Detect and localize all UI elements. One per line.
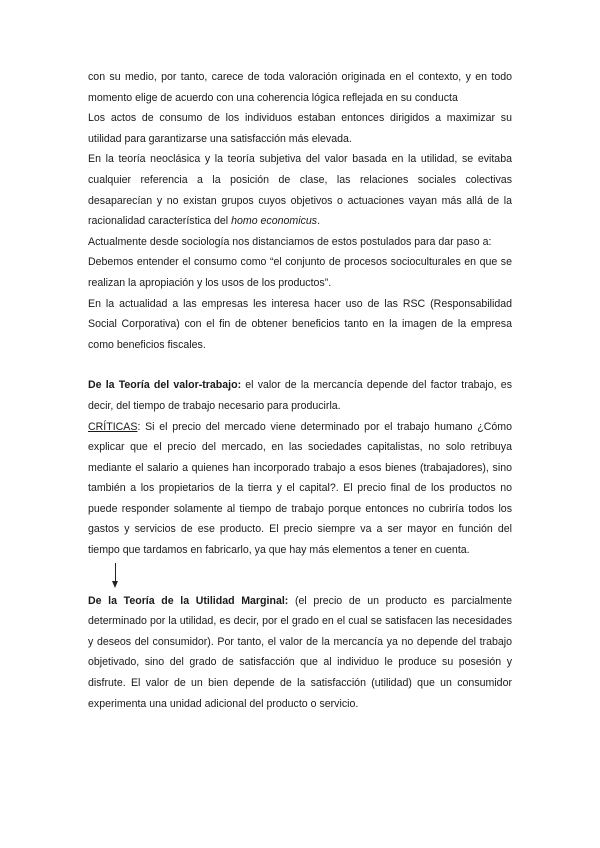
paragraph-1: con su medio, por tanto, carece de toda valoración originada en el contexto, y en todo momento elige de acuerdo con una coherencia lógica reflejada en su conducta xyxy=(88,71,512,104)
criticas-paragraph xyxy=(88,417,512,561)
paragraph-5: Debemos entender el consumo como “el conjunto de procesos socioculturales en que se realizan la apropiación y los usos de los productos”. xyxy=(88,256,512,289)
paragraph-3-end: . xyxy=(317,215,321,228)
arrow-head xyxy=(112,581,118,588)
paragraph-6: En la actualidad a las empresas les interesa hacer uso de las RSC (Responsabilidad Social Corporativa) con el fin de obtener beneficios tanto en la imagen de la empresa como beneficios fiscales. xyxy=(88,297,512,351)
valor-trabajo-paragraph xyxy=(88,375,512,416)
valor-trabajo-text: el valor de la mercancía depende del factor trabajo, es decir, del tiempo de trabajo necesario para producirla. xyxy=(88,379,512,412)
paragraph-3 xyxy=(88,149,512,231)
spacer xyxy=(88,355,512,375)
valor-trabajo-heading: De la Teoría del valor-trabajo: xyxy=(88,379,242,392)
paragraph-2: Los actos de consumo de los individuos estaban entonces dirigidos a maximizar su utilidad para garantizarse una satisfacción más elevada. xyxy=(88,112,512,145)
homo-economicus-term: homo economicus xyxy=(231,215,318,228)
criticas-text: : Si el precio del mercado viene determinado por el trabajo humano ¿Cómo explicar que el precio del mercado, en las sociedades capitalistas, no solo retribuya mediante el salario a quienes han incorporado trabajo a esos bienes (trabajadores), sino también a los propietarios de la tierra y el capital?. El precio final de los productos no puede responder solamente al tiempo de trabajo porque entonces no cubriría todos los gastos y servicios de ese producto. El precio siempre va a ser mayor en función del tiempo que tardamos en fabricarlo, ya que hay más elementos a tener en cuenta. xyxy=(88,420,512,557)
paragraph-3-text: En la teoría neoclásica y la teoría subjetiva del valor basada en la utilidad, se evitaba cualquier referencia a la posición de clase, las relaciones sociales colectivas desaparecían y no existan grupos cuyos objetivos o actuaciones vayan más allá de la racionalidad característica del xyxy=(88,153,512,228)
paragraph-4: Actualmente desde sociología nos distanciamos de estos postulados para dar paso a: xyxy=(88,235,492,248)
utilidad-marginal-heading: De la Teoría de la Utilidad Marginal: xyxy=(88,594,289,607)
utilidad-marginal-text: (el precio de un producto es parcialmente determinado por la utilidad, es decir, por el grado en el cual se satisfacen las necesidades y deseos del consumidor). Por tanto, el valor de la mercancía ya no depende del trabajo objetivado, sino del grado de satisfacción que al individuo le produce su posesión y disfrute. El valor de un bien depende de la satisfacción (utilidad) que un consumidor experimenta una unidad adicional del producto o servicio. xyxy=(88,594,512,710)
arrow-down-icon xyxy=(88,561,512,591)
criticas-label: CRÍTICAS xyxy=(88,420,138,433)
utilidad-marginal-paragraph xyxy=(88,591,512,715)
